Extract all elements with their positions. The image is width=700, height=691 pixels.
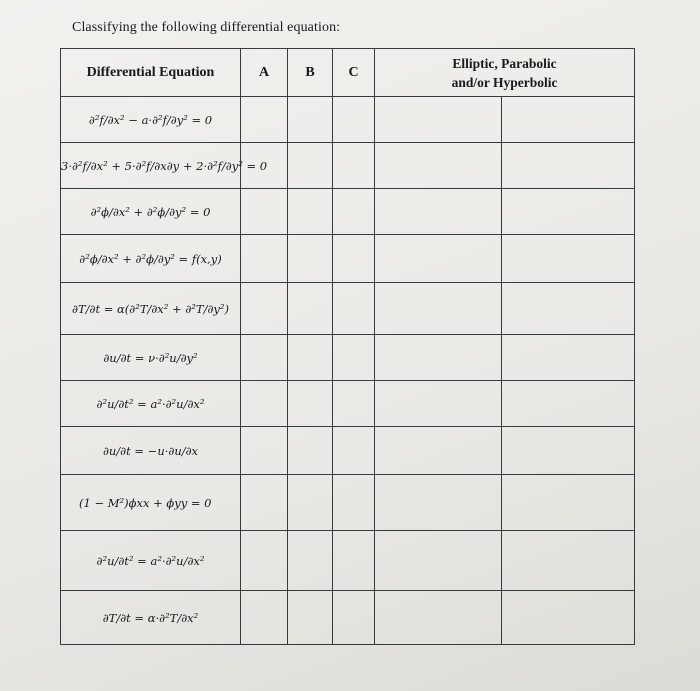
equation-cell: ∂T/∂t = α(∂²T/∂x² + ∂²T/∂y²) (61, 283, 241, 335)
equation-cell: ∂²u/∂t² = a²·∂²u/∂x² (61, 531, 241, 591)
cell-extra[interactable] (502, 335, 635, 381)
cell-c[interactable] (333, 189, 375, 235)
cell-b[interactable] (288, 235, 333, 283)
equation-cell: ∂T/∂t = α·∂²T/∂x² (61, 591, 241, 645)
equation-cell: 3·∂²f/∂x² + 5·∂²f/∂x∂y + 2·∂²f/∂y² = 0 (61, 143, 241, 189)
cell-extra[interactable] (502, 427, 635, 475)
classification-table-container (60, 48, 634, 644)
equation-cell: ∂u/∂t = −u·∂u/∂x (61, 427, 241, 475)
cell-c[interactable] (333, 235, 375, 283)
cell-a[interactable] (241, 427, 288, 475)
cell-extra[interactable] (502, 591, 635, 645)
cell-b[interactable] (288, 381, 333, 427)
cell-classification[interactable] (375, 97, 502, 143)
cell-b[interactable] (288, 335, 333, 381)
cell-c[interactable] (333, 531, 375, 591)
cell-a[interactable] (241, 235, 288, 283)
equation-cell: ∂²f/∂x² − a·∂²f/∂y² = 0 (61, 97, 241, 143)
cell-a[interactable] (241, 283, 288, 335)
cell-c[interactable] (333, 143, 375, 189)
cell-b[interactable] (288, 475, 333, 531)
cell-b[interactable] (288, 427, 333, 475)
cell-c[interactable] (333, 475, 375, 531)
cell-a[interactable] (241, 335, 288, 381)
cell-classification[interactable] (375, 427, 502, 475)
cell-classification[interactable] (375, 381, 502, 427)
cell-c[interactable] (333, 381, 375, 427)
cell-b[interactable] (288, 283, 333, 335)
cell-classification[interactable] (375, 283, 502, 335)
cell-classification[interactable] (375, 475, 502, 531)
equation-cell: (1 − M²)ϕxx + ϕyy = 0 (61, 475, 241, 531)
header-classification-line2: and/or Hyperbolic (451, 74, 558, 90)
equation-cell: ∂²ϕ/∂x² + ∂²ϕ/∂y² = 0 (61, 189, 241, 235)
cell-a[interactable] (241, 381, 288, 427)
cell-classification[interactable] (375, 335, 502, 381)
cell-extra[interactable] (502, 475, 635, 531)
equation-cell: ∂²u/∂t² = a²·∂²u/∂x² (61, 381, 241, 427)
page-title: Classifying the following differential equation: (72, 20, 341, 35)
cell-a[interactable] (241, 97, 288, 143)
equation-cell: ∂²ϕ/∂x² + ∂²ϕ/∂y² = f(x,y) (61, 235, 241, 283)
cell-classification[interactable] (375, 591, 502, 645)
header-a: A (241, 49, 288, 97)
cell-classification[interactable] (375, 143, 502, 189)
cell-b[interactable] (288, 591, 333, 645)
cell-classification[interactable] (375, 235, 502, 283)
header-b: B (288, 49, 333, 97)
cell-extra[interactable] (502, 381, 635, 427)
cell-c[interactable] (333, 283, 375, 335)
cell-a[interactable] (241, 591, 288, 645)
classification-table (60, 48, 635, 645)
cell-c[interactable] (333, 335, 375, 381)
cell-extra[interactable] (502, 143, 635, 189)
header-differential-equation: Differential Equation (61, 49, 241, 97)
cell-b[interactable] (288, 143, 333, 189)
cell-a[interactable] (241, 475, 288, 531)
equation-cell: ∂u/∂t = ν·∂²u/∂y² (61, 335, 241, 381)
cell-extra[interactable] (502, 283, 635, 335)
cell-classification[interactable] (375, 531, 502, 591)
cell-c[interactable] (333, 591, 375, 645)
cell-extra[interactable] (502, 189, 635, 235)
cell-c[interactable] (333, 427, 375, 475)
cell-b[interactable] (288, 97, 333, 143)
cell-c[interactable] (333, 97, 375, 143)
cell-classification[interactable] (375, 189, 502, 235)
header-classification (375, 49, 635, 97)
cell-a[interactable] (241, 189, 288, 235)
cell-b[interactable] (288, 531, 333, 591)
cell-extra[interactable] (502, 235, 635, 283)
cell-a[interactable] (241, 531, 288, 591)
header-c: C (333, 49, 375, 97)
cell-extra[interactable] (502, 531, 635, 591)
cell-extra[interactable] (502, 97, 635, 143)
header-classification-line1: Elliptic, Parabolic (452, 55, 557, 71)
cell-b[interactable] (288, 189, 333, 235)
